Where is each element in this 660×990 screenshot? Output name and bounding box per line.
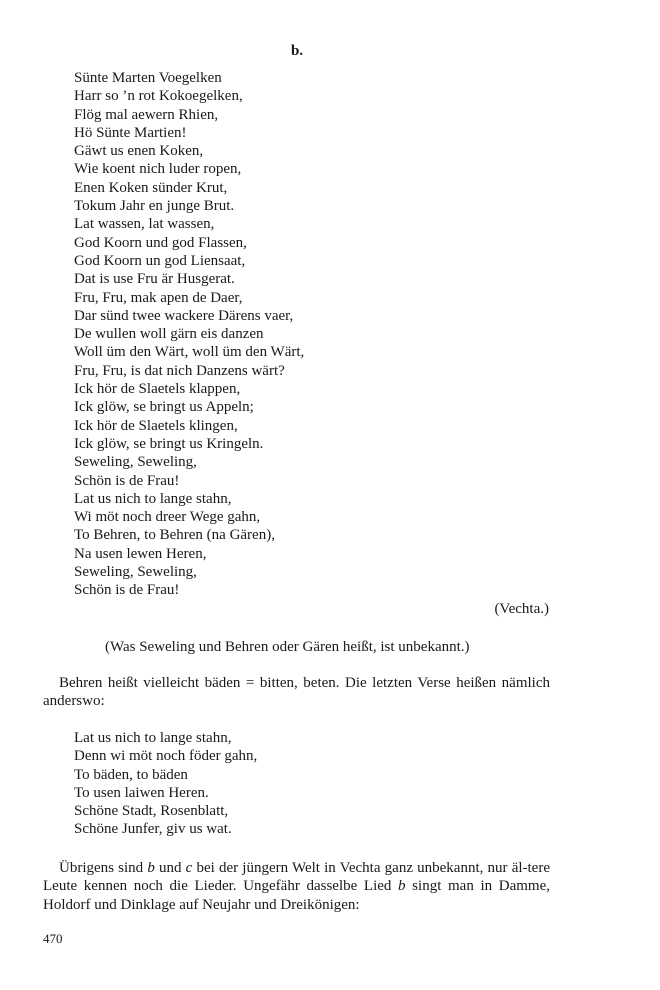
verse-line: Harr so ’n rot Kokoegelken, bbox=[74, 88, 243, 105]
paragraph-text: und bbox=[154, 860, 186, 876]
verse-line: Wie koent nich luder ropen, bbox=[74, 161, 242, 178]
body-paragraph-2 bbox=[43, 859, 550, 914]
paragraph-text: bei der jüngern Welt in Vechta ganz unbekannt, nur äl-tere Leute kennen noch die Lieder. Ungefähr dasselbe Lied bbox=[43, 860, 550, 895]
verse-line: Hö Sünte Martien! bbox=[74, 124, 187, 141]
verse-line: Sünte Marten Voegelken bbox=[74, 70, 222, 86]
italic-letter: c bbox=[185, 860, 193, 876]
verse-line: Wi möt noch dreer Wege gahn, bbox=[74, 509, 261, 526]
verse-line: De wullen woll gärn eis danzen bbox=[74, 326, 264, 343]
verse-line: Lat wassen, lat wassen, bbox=[74, 216, 215, 233]
verse-line: Schöne Junfer, giv us wat. bbox=[74, 821, 232, 838]
verse-line: Schöne Stadt, Rosenblatt, bbox=[74, 803, 229, 820]
verse-line: Tokum Jahr en junge Brut. bbox=[74, 198, 235, 215]
section-label: b. bbox=[290, 43, 304, 59]
verse-line: To bäden, to bäden bbox=[74, 766, 188, 783]
verse-line: Schön is de Frau! bbox=[74, 582, 180, 599]
verse-line: Na usen lewen Heren, bbox=[74, 545, 207, 562]
verse-line: Fru, Fru, mak apen de Daer, bbox=[74, 289, 243, 306]
explanatory-note: (Was Seweling und Behren oder Gären heißt, ist unbekannt.) bbox=[105, 639, 470, 655]
page-number: 470 bbox=[43, 931, 63, 946]
italic-letter: b bbox=[398, 878, 406, 895]
verse-line: Fru, Fru, is dat nich Danzens wärt? bbox=[74, 362, 285, 379]
italic-letter: b bbox=[147, 860, 155, 876]
verse-line: Lat us nich to lange stahn, bbox=[74, 730, 232, 746]
verse-line: Seweling, Seweling, bbox=[74, 454, 197, 471]
verse-line: Ick hör de Slaetels klappen, bbox=[74, 381, 241, 398]
alternate-verse-block bbox=[74, 729, 257, 839]
verse-line: To Behren, to Behren (na Gären), bbox=[74, 527, 275, 544]
source-attribution: (Vechta.) bbox=[494, 601, 549, 617]
verse-line: God Koorn un god Liensaat, bbox=[74, 252, 246, 269]
verse-line: Lat us nich to lange stahn, bbox=[74, 490, 232, 507]
verse-line: God Koorn und god Flassen, bbox=[74, 234, 247, 251]
verse-line: Flög mal aewern Rhien, bbox=[74, 106, 219, 123]
verse-line: Ick hör de Slaetels klingen, bbox=[74, 417, 238, 434]
paragraph-text: Übrigens sind bbox=[59, 860, 148, 876]
verse-line: Dat is use Fru är Husgerat. bbox=[74, 271, 235, 288]
poem-verse-block bbox=[74, 69, 304, 600]
verse-line: Woll üm den Wärt, woll üm den Wärt, bbox=[74, 344, 305, 361]
verse-line: Schön is de Frau! bbox=[74, 472, 180, 489]
body-paragraph: Behren heißt vielleicht bäden = bitten, beten. Die letzten Verse heißen nämlich anderswo: bbox=[43, 675, 550, 710]
verse-line: Gäwt us enen Koken, bbox=[74, 143, 204, 160]
verse-line: Ick glöw, se bringt us Kringeln. bbox=[74, 435, 264, 452]
paragraph-text: singt man in Damme, Holdorf und Dinklage auf Neujahr und Dreikönigen: bbox=[43, 878, 550, 913]
verse-line: Denn wi möt noch föder gahn, bbox=[74, 748, 258, 765]
verse-line: To usen laiwen Heren. bbox=[74, 784, 209, 801]
verse-line: Dar sünd twee wackere Därens vaer, bbox=[74, 307, 294, 324]
verse-line: Enen Koken sünder Krut, bbox=[74, 179, 228, 196]
verse-line: Seweling, Seweling, bbox=[74, 564, 197, 581]
verse-line: Ick glöw, se bringt us Appeln; bbox=[74, 399, 254, 416]
